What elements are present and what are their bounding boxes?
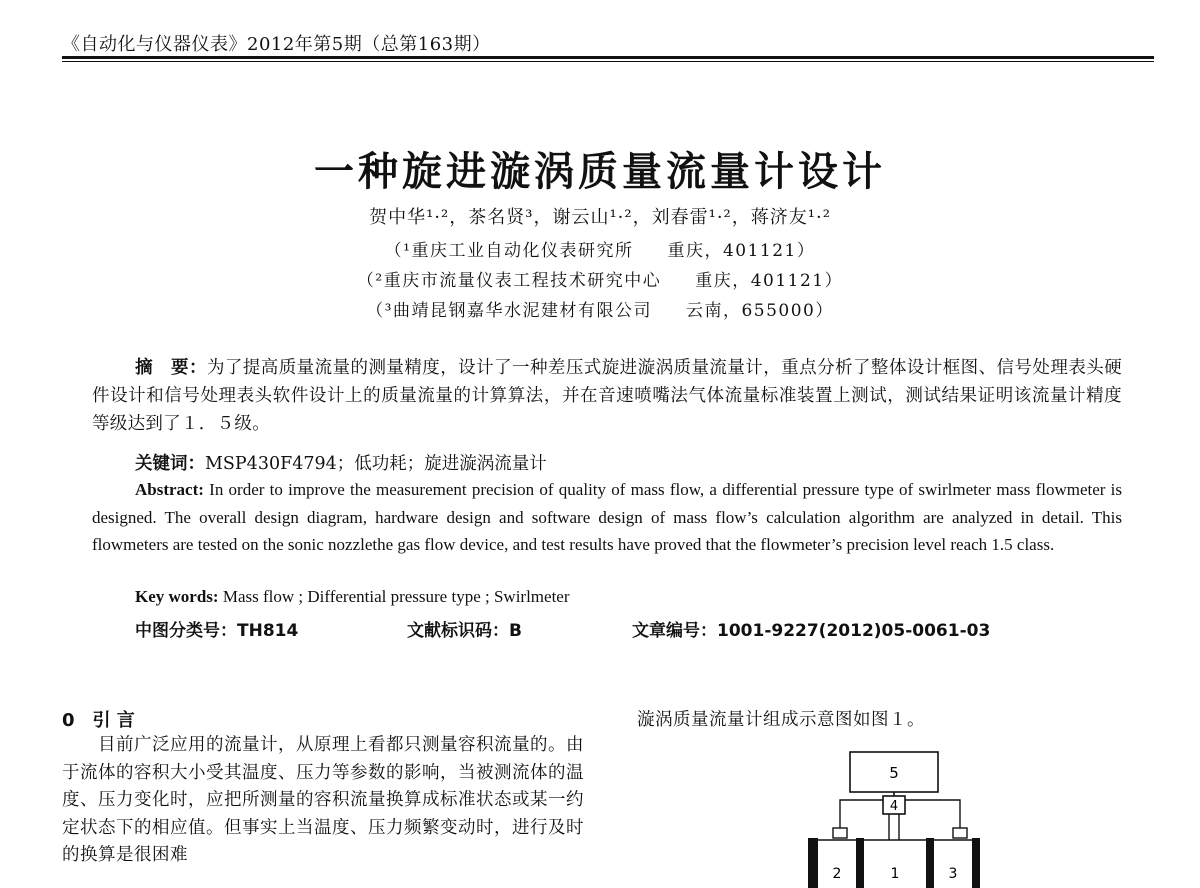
section-paragraph [62,732,584,870]
abstract-en [92,476,1122,559]
abstract-cn [92,354,1122,438]
abstract-cn-text: 为了提高质量流量的测量精度，设计了一种差压式旋进漩涡质量流量计，重点分析了整体设计框图、信号处理表头硬件设计和信号处理表头软件设计上的质量流量的计算算法，并在音速喷嘴法气体流量标准装置上测试，测试结果证明该流量计精度等级达到了１．５级。 [92,358,1123,434]
affiliation-city: 云南，655000） [685,301,834,321]
fig-pipe-wall-left [808,838,818,888]
fig-left-wire [840,800,883,828]
fig-label-5: 5 [889,764,899,782]
clc-number: 中图分类号：TH814 [135,621,299,641]
affiliation-2 [0,266,1200,291]
paragraph-text: 目前广泛应用的流量计，从原理上看都只测量容积流量的。由于流体的容积大小受其温度、压力等参数的影响，当被测流体的温度、压力变化时，应把所测量的容积流量换算成标准状态或某一约定状态下的相应值。但事实上当温度、压力频繁变动时，进行及时的换算是很困难 [62,735,584,865]
paper-title: 一种旋进漩涡质量流量计设计 [314,148,886,195]
fig-right-port [953,828,967,838]
fig-left-port [833,828,847,838]
affiliation-1 [0,236,1200,261]
fig-pipe-wall-inner-left [856,838,864,888]
document-code: 文献标识码：B [407,621,522,641]
keywords-cn-label: 关键词： [135,454,205,474]
keywords-en-text: Mass flow ; Differential pressure type ; Swirlmeter [222,587,570,606]
fig-pipe-wall-right [972,838,980,888]
keywords-cn-text: MSP430F4794；低功耗；旋进漩涡流量计 [205,454,547,474]
fig-label-1: 1 [890,866,900,882]
affiliation-3 [0,296,1200,321]
article-number: 文章编号：1001-9227(2012)05-0061-03 [632,621,991,641]
header-rule-thin [62,61,1154,62]
affiliation-name: （³曲靖昆钢嘉华水泥建材有限公司 [366,301,652,321]
keywords-en [135,587,570,607]
fig-label-3: 3 [948,866,958,882]
author-list: 贺中华¹·²，茶名贤³，谢云山¹·²，刘春雷¹·²，蒋济友¹·² [369,207,831,228]
keywords-en-label: Key words: [135,587,219,606]
journal-header: 《自动化与仪器仪表》2012年第5期（总第163期） [62,34,491,55]
figure-intro-text: 漩涡质量流量计组成示意图如图１。 [637,710,925,730]
fig-label-4: 4 [889,799,899,814]
fig-right-wire [905,800,960,828]
abstract-cn-label: 摘 要： [135,358,207,378]
abstract-en-text: In order to improve the measurement precision of quality of mass flow, a differential pressure type of swirlmeter mass flowmeter is designed. The overall design diagram, hardware design and software design of mass flow’s calculation algorithm are analyzed in detail. This flowmeters are tested on the sonic nozzlethe gas flow device, and test results have proved that the flowmeter’s precision level reach 1.5 class. [92,480,1122,554]
fig-label-2: 2 [832,866,842,882]
affiliation-name: （¹重庆工业自动化仪表研究所 [384,241,634,261]
affiliation-name: （²重庆市流量仪表工程技术研究中心 [356,271,662,291]
header-rule-thick [62,56,1154,59]
abstract-en-label: Abstract: [135,480,204,499]
fig-pipe-wall-inner-right [926,838,934,888]
affiliation-city: 重庆，401121） [695,271,844,291]
affiliation-city: 重庆，401121） [667,241,816,261]
section-heading: 0 引 言 [62,710,135,731]
figure-1-diagram [800,748,980,888]
keywords-cn [135,450,547,475]
